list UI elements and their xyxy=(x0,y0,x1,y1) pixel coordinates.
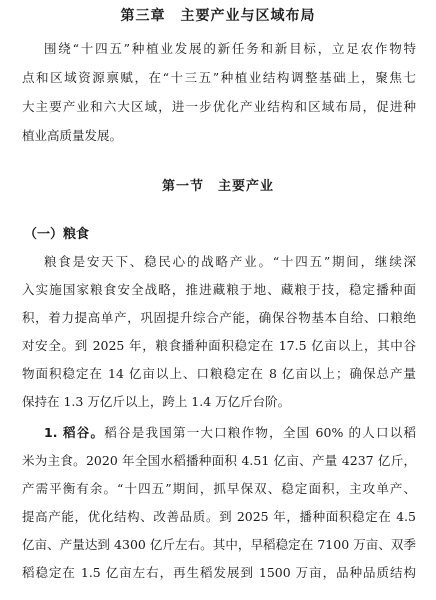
grain-line: 保持在 1.3 万亿斤以上，跨上 1.4 万亿斤台阶。 xyxy=(22,394,291,409)
rice-first-line xyxy=(44,422,416,444)
grain-line: 物面积稳定在 14 亿亩以上、口粮稳定在 8 亿亩以上；确保总产量 xyxy=(22,366,416,381)
subsection-title: （一）粮食 xyxy=(24,227,90,242)
grain-line: 粮食是安天下、稳民心的战略产业。“十四五”期间，继续深 xyxy=(44,254,416,269)
rice-lead: 1. 稻谷。 xyxy=(44,425,105,440)
intro-line: 点和区域资源禀赋，在“十三五”种植业结构调整基础上，聚焦七 xyxy=(22,70,416,85)
intro-line: 植业高质量发展。 xyxy=(22,128,123,143)
rice-line: 亿亩、产量达到 4300 亿斤左右。其中，早稻稳定在 7100 万亩、双季 xyxy=(22,537,416,552)
rice-first-line-text: 稻谷是我国第一大口粮作物，全国 60% 的人口以稻 xyxy=(104,425,416,440)
rice-line: 稻稳定在 1.5 亿亩左右，再生稻发展到 1500 万亩，品种品质结构 xyxy=(22,565,416,580)
grain-line: 对安全。到 2025 年，粮食播种面积稳定在 17.5 亿亩以上，其中谷 xyxy=(22,338,416,353)
intro-line: 大主要产业和六大区域，进一步优化产业结构和区域布局，促进种 xyxy=(22,99,416,114)
chapter-title: 第三章 主要产业与区域布局 xyxy=(120,8,316,24)
intro-line: 围绕“十四五”种植业发展的新任务和新目标，立足农作物特 xyxy=(44,41,416,56)
grain-line: 入实施国家粮食安全战略，推进藏粮于地、藏粮于技，稳定播种面 xyxy=(22,282,416,297)
rice-line: 米为主食。2020 年全国水稻播种面积 4.51 亿亩、产量 4237 亿斤， xyxy=(22,453,416,468)
grain-line: 积，着力提高单产，巩固提升综合产能，确保谷物基本自给、口粮绝 xyxy=(22,310,416,325)
rice-line: 提高产能，优化结构、改善品质。到 2025 年，播种面积稳定在 4.5 xyxy=(22,509,416,524)
section-title: 第一节 主要产业 xyxy=(161,179,274,194)
rice-line: 产需平衡有余。“十四五”期间，抓早保双、稳定面积，主攻单产、 xyxy=(22,481,416,496)
